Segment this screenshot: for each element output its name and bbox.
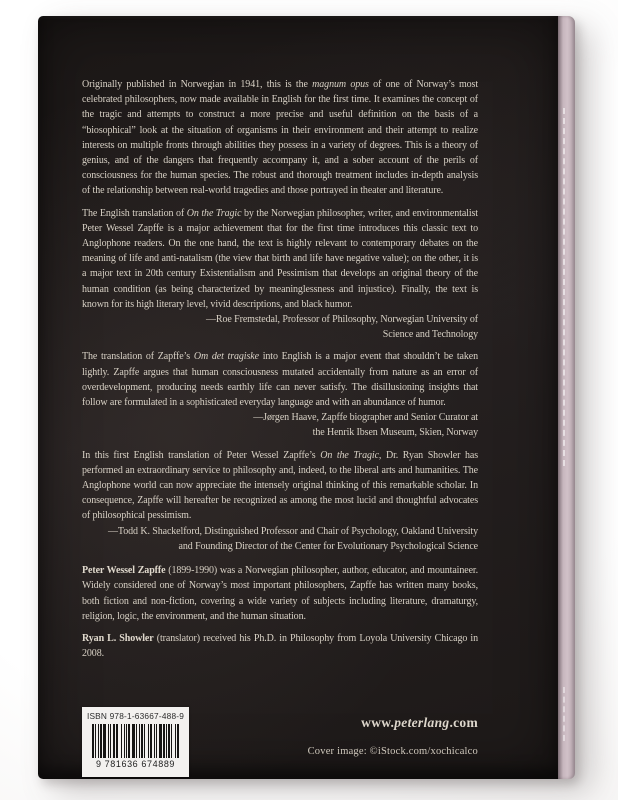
translator-bio <box>82 631 478 661</box>
quote-haave-text <box>82 349 478 410</box>
description-text-cont: of one of Norway’s most celebrated philosophers, now made available in English for the first time. It examines the concept of the tragic and attempts to construct a more precise and useful definition on the basis of a “biosophical” look at the situation of organisms in their environment and their attempt to realize interests on multiple fronts through abilities they possess in a variety of degrees. This is a theory of genius, and of the dangers that frequently accompany it, and a sober account of the perils of consciousness for the human species. The robust and thorough treatment includes in-depth analysis of the relationship between real-world tragedies and those portrayed in theater and literature. <box>82 79 478 197</box>
quote-haave <box>82 349 478 440</box>
author-name: Peter Wessel Zapffe <box>82 565 166 577</box>
author-bio-text: (1899-1990) was a Norwegian philosopher, author, educator, and mountaineer. Widely considered one of Norway’s most important philosophers, Zapffe has written many books, both fiction and non-fiction, covering a wide variety of subjects including literature, dramaturgy, religion, logic, the environment, and the human situation. <box>82 565 478 622</box>
quote-shackelford <box>82 448 478 554</box>
website-suffix: .com <box>449 715 478 730</box>
attribution-line: and Founding Director of the Center for Evolutionary Psychological Science <box>178 540 478 552</box>
quote-haave-attribution <box>82 410 478 440</box>
quote-italic-title: On the Tragic <box>186 207 242 219</box>
description-text: Originally published in Norwegian in 1941, this is the <box>82 79 313 90</box>
attribution-line: —Jørgen Haave, Zapffe biographer and Senior Curator at <box>253 412 478 424</box>
quote-fremstedal-text <box>82 206 478 312</box>
book-back-cover <box>38 16 575 779</box>
quote-text: The translation of Zapffe’s <box>82 351 194 363</box>
barcode-digits: 9 781636 674889 <box>95 759 176 769</box>
quote-italic-title: On the Tragic <box>320 449 379 461</box>
description-italic-title: magnum opus <box>312 79 369 90</box>
spine-text-dashes-icon <box>563 108 565 467</box>
quote-text-cont: , Dr. Ryan Showler has performed an extraordinary service to philosophy and, indeed, to the liberal arts and humanities. The Anglophone world can now appreciate the intensely original thinking of this remarkable scholar. In consequence, Zapffe will hereafter be recognized as among the most lucid and thoughtful advocates of philosophical pessimism. <box>82 449 478 522</box>
quote-shackelford-text <box>82 448 478 524</box>
quote-text: In this first English translation of Peter Wessel Zapffe’s <box>82 449 321 461</box>
translator-bio-text: (translator) received his Ph.D. in Philosophy from Loyola University Chicago in 2008. <box>82 632 478 660</box>
quote-text-cont: into English is a major event that shouldn’t be taken lightly. Zapffe argues that human consciousness mutated accidentally from nature as an error of overdevelopment, producing needs earthly life can never satisfy. The disillusioning insights that follow are formulated in a sophisticated everyday language and with an abundance of humor. <box>82 351 478 409</box>
quote-fremstedal-attribution <box>82 312 478 342</box>
attribution-line: Science and Technology <box>382 329 478 341</box>
translator-name: Ryan L. Showler <box>82 632 154 644</box>
quote-fremstedal <box>82 206 478 343</box>
spine-text-dashes-icon <box>563 687 565 740</box>
back-cover-surface <box>38 16 558 779</box>
website-name: peterlang <box>394 715 450 730</box>
isbn-label: ISBN 978-1-63667-488-9 <box>86 711 185 721</box>
publisher-info <box>82 714 478 758</box>
website-prefix: www. <box>361 715 395 730</box>
attribution-line: the Henrik Ibsen Museum, Skien, Norway <box>312 427 478 439</box>
publisher-website-url <box>82 714 478 731</box>
quote-text: The English translation of <box>82 207 187 219</box>
spine-edge <box>558 16 575 779</box>
description-paragraph <box>82 77 478 199</box>
quote-shackelford-attribution <box>82 524 478 554</box>
cover-image-credit: Cover image: ©iStock.com/xochicalco <box>307 746 478 757</box>
author-bio <box>82 563 478 624</box>
attribution-line: —Todd K. Shackelford, Distinguished Professor and Chair of Psychology, Oakland University <box>108 525 478 537</box>
quote-italic-title: Om det tragiske <box>193 351 259 363</box>
attribution-line: —Roe Fremstedal, Professor of Philosophy, Norwegian University of <box>206 314 478 326</box>
quote-text-cont: by the Norwegian philosopher, writer, and environmentalist Peter Wessel Zapffe is a major achievement that for the first time introduces this classic text to Anglophone readers. On the one hand, the text is highly relevant to contemporary debates on the meaning of life and anti-natalism (the view that birth and life have negative value); on the other, it is a major text in 20th century Existentialism and Pessimism that develops an original theory of the human condition (as being characterized by meaninglessness and injustice). Finally, the text is known for its high literary level, vivid descriptions, and black humor. <box>82 207 478 310</box>
back-cover-text <box>82 77 478 668</box>
